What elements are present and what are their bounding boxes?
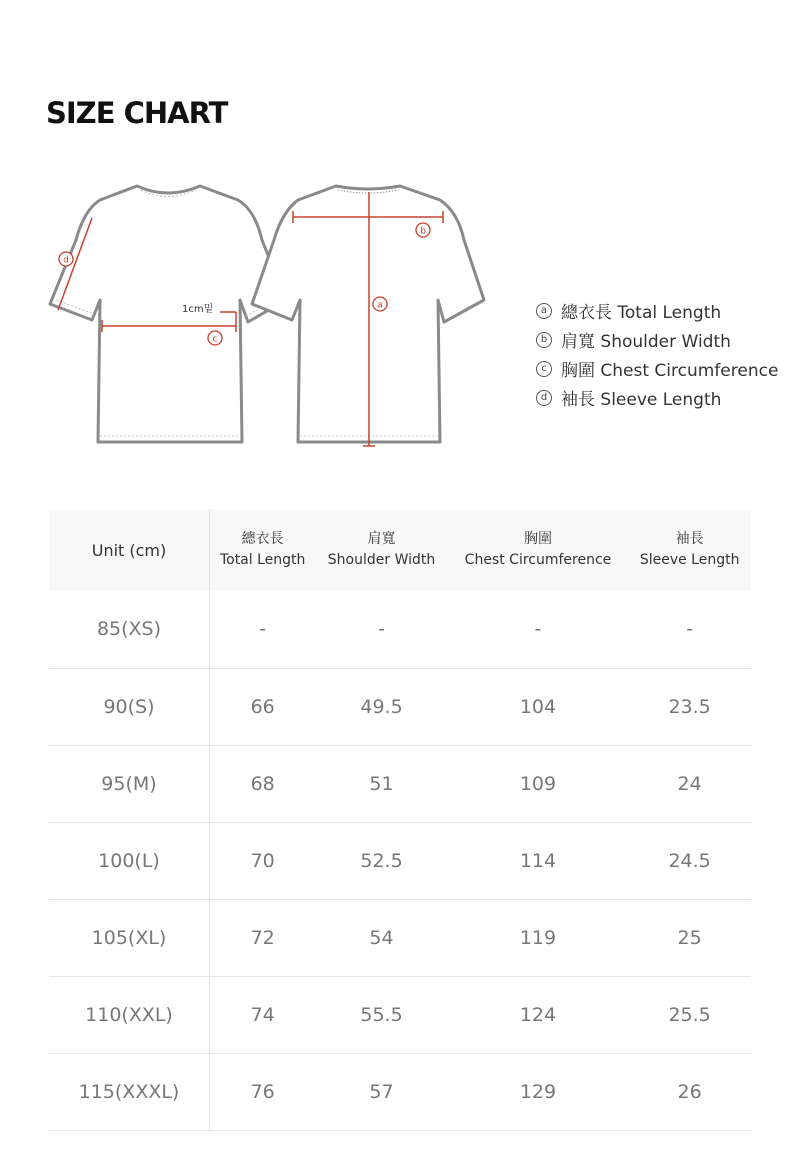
table-cell: 109 — [519, 772, 557, 795]
table-header-row — [49, 509, 751, 591]
table-cell: 49.5 — [360, 695, 403, 718]
column-header-en: Sleeve Length — [639, 552, 740, 568]
marker-a-icon: a — [536, 303, 552, 319]
size-cell: 95(M) — [49, 745, 210, 822]
marker-d — [59, 252, 73, 266]
column-header-en: Shoulder Width — [327, 552, 436, 568]
marker-a — [373, 297, 387, 311]
marker-c — [208, 331, 222, 345]
table-cell: 129 — [519, 1080, 557, 1103]
legend-label: 胸圍 Chest Circumference — [561, 361, 779, 381]
legend-item-shoulder-width — [536, 325, 778, 354]
column-header-zh: 胸圍 — [523, 531, 552, 547]
column-header-zh: 袖長 — [675, 531, 704, 547]
table-cell: 25 — [677, 926, 702, 949]
table-cell: 72 — [250, 926, 275, 949]
column-header-sleeve-length — [628, 509, 751, 591]
table-cell: 66 — [250, 695, 275, 718]
table-cell: - — [259, 618, 267, 641]
svg-text:b: b — [420, 226, 426, 237]
svg-text:d: d — [63, 255, 69, 266]
unit-header: Unit (cm) — [49, 509, 210, 591]
back-tshirt — [252, 186, 484, 442]
table-row — [49, 822, 751, 899]
table-cell: 119 — [519, 926, 557, 949]
table-cell: 124 — [519, 1003, 557, 1026]
column-header-zh: 肩寬 — [367, 531, 396, 547]
marker-c-icon: c — [536, 361, 552, 377]
measurement-legend — [536, 296, 778, 412]
legend-item-sleeve — [536, 383, 778, 412]
table-row — [49, 591, 751, 668]
svg-text:c: c — [212, 334, 218, 345]
size-cell: 90(S) — [49, 668, 210, 745]
column-header-en: Chest Circumference — [464, 552, 612, 568]
column-header-shoulder-width — [315, 509, 447, 591]
table-cell: 57 — [369, 1080, 394, 1103]
page-title: SIZE CHART — [46, 96, 228, 130]
svg-text:a: a — [377, 300, 383, 311]
column-header-zh: 總衣長 — [241, 531, 284, 547]
table-cell: 24 — [677, 772, 702, 795]
table-cell: 52.5 — [360, 849, 403, 872]
table-cell: 114 — [519, 849, 557, 872]
table-cell: 104 — [519, 695, 557, 718]
table-cell: 25.5 — [668, 1003, 711, 1026]
size-cell: 105(XL) — [49, 899, 210, 976]
table-cell: 24.5 — [668, 849, 711, 872]
table-cell: - — [378, 618, 385, 641]
table-cell: 23.5 — [668, 695, 711, 718]
legend-item-chest — [536, 354, 778, 383]
marker-b — [416, 223, 430, 237]
table-cell: 55.5 — [360, 1003, 403, 1026]
table-cell: 74 — [250, 1003, 275, 1026]
legend-label: 肩寬 Shoulder Width — [561, 332, 731, 352]
tshirt-diagram — [0, 170, 520, 460]
table-cell: 70 — [250, 849, 275, 872]
size-cell: 85(XS) — [49, 591, 210, 668]
table-row — [49, 1053, 751, 1130]
size-table — [49, 509, 751, 1131]
legend-label: 袖長 Sleeve Length — [561, 390, 722, 410]
column-header-en: Total Length — [219, 552, 306, 568]
table-cell: 54 — [369, 926, 394, 949]
size-cell: 100(L) — [49, 822, 210, 899]
table-row — [49, 668, 751, 745]
legend-label: 總衣長 Total Length — [561, 303, 722, 323]
one-cm-below-label: 1cm밑 — [182, 304, 214, 315]
table-cell: - — [534, 618, 542, 641]
marker-d-icon: d — [536, 390, 552, 406]
table-row — [49, 976, 751, 1053]
column-header-total-length — [210, 509, 316, 591]
size-cell: 110(XXL) — [49, 976, 210, 1053]
column-header-chest — [448, 509, 629, 591]
table-row — [49, 899, 751, 976]
table-row — [49, 745, 751, 822]
legend-item-total-length — [536, 296, 778, 325]
size-cell: 115(XXXL) — [49, 1053, 210, 1130]
table-cell: 68 — [250, 772, 275, 795]
table-cell: - — [686, 618, 694, 641]
table-cell: 26 — [677, 1080, 702, 1103]
marker-b-icon: b — [536, 332, 552, 348]
table-cell: 51 — [369, 772, 394, 795]
table-cell: 76 — [250, 1080, 275, 1103]
